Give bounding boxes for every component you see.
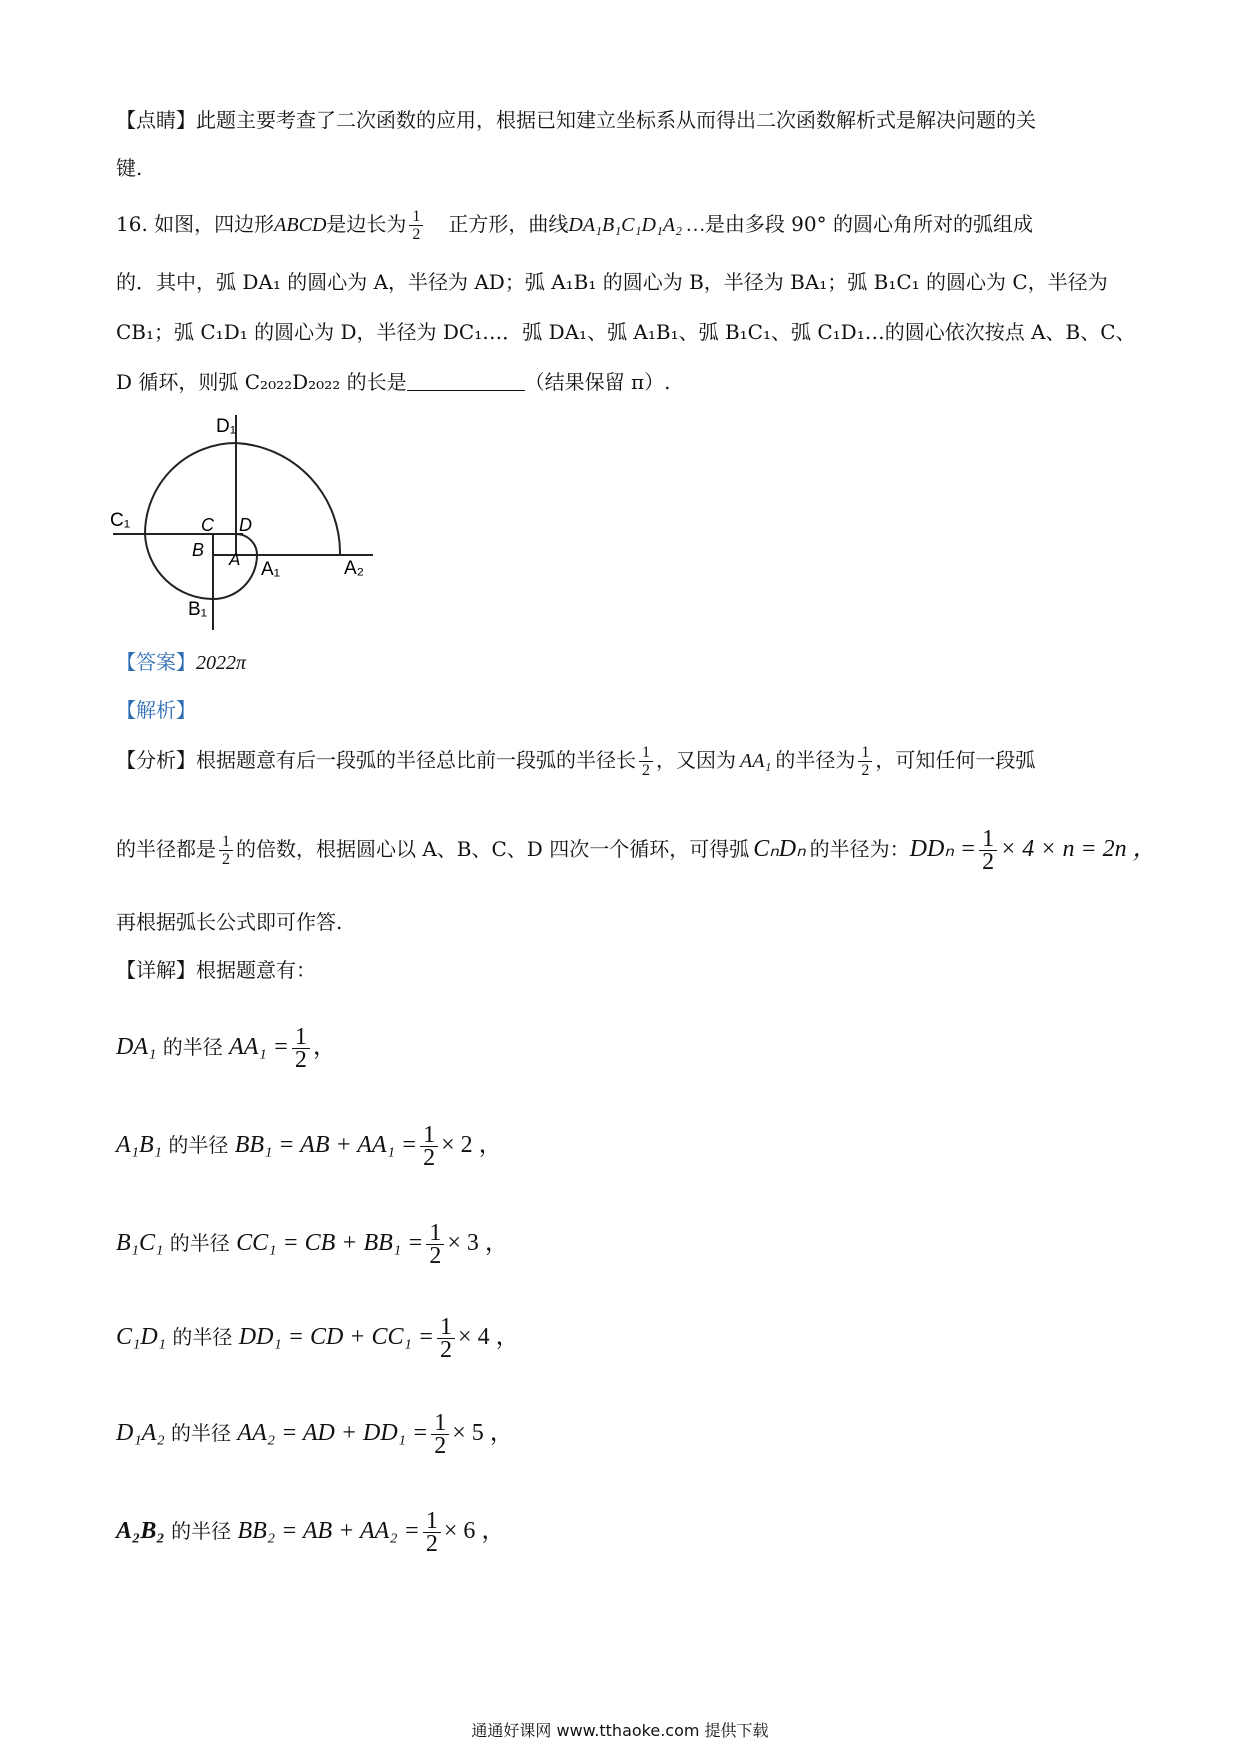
step-rhs: × 3 ， bbox=[447, 1230, 509, 1256]
step-rhs: × 6 ， bbox=[443, 1518, 506, 1544]
step-lhs: AA₁ = bbox=[229, 1034, 289, 1060]
step-lhs: CC₁ = CB + BB₁ = bbox=[236, 1230, 424, 1256]
label-A1: A₁ bbox=[261, 559, 281, 580]
fraction-half: $\frac{1}{2}$ bbox=[437, 1316, 455, 1361]
answer-blank bbox=[407, 372, 525, 391]
jiexi-line bbox=[116, 696, 196, 724]
xiangjie-line bbox=[116, 956, 316, 984]
fraction-half: $\frac{1}{2}$ bbox=[423, 1510, 441, 1555]
label-A: A bbox=[229, 550, 241, 569]
step-rhs: × 2 ， bbox=[441, 1132, 503, 1158]
step-text: 的半径 bbox=[166, 1325, 239, 1349]
step-rhs: × 4 ， bbox=[458, 1324, 520, 1350]
fraction-half: $\frac{1}{2}$ bbox=[409, 208, 423, 243]
step-line-5 bbox=[116, 1412, 514, 1457]
square-name: ABCD bbox=[274, 214, 327, 236]
dianjing-line-2 bbox=[116, 154, 142, 182]
step-rhs: ， bbox=[312, 1034, 337, 1060]
step-text: 的半径 bbox=[164, 1421, 238, 1445]
question-line-4 bbox=[116, 368, 670, 396]
label-C: C bbox=[201, 515, 214, 535]
fraction-half: $\frac{1}{2}$ bbox=[639, 744, 653, 779]
fraction-half: $\frac{1}{2}$ bbox=[426, 1222, 444, 1267]
fenxi-text: 的半径为： bbox=[809, 837, 910, 861]
step-line-4 bbox=[116, 1316, 520, 1361]
label-C1: C₁ bbox=[110, 510, 131, 531]
fenxi-line-2 bbox=[116, 828, 1157, 873]
step-text: 的半径 bbox=[163, 1231, 237, 1255]
answer-tag: 【答案】 bbox=[116, 650, 196, 674]
question-text: CB₁；弧 C₁D₁ 的圆心为 D，半径为 DC₁…．弧 DA₁、弧 A₁B₁、弧 B₁C₁、弧 C₁D₁…的圆心依次按点 A、B、C、 bbox=[116, 320, 1136, 344]
fenxi-text: 根据题意有后一段弧的半径总比前一段弧的半径长 bbox=[196, 748, 636, 772]
step-line-6 bbox=[116, 1510, 505, 1555]
question-line-3 bbox=[116, 318, 1136, 346]
arc-D1A2 bbox=[236, 443, 340, 555]
label-D1: D₁ bbox=[216, 416, 237, 437]
question-text: 的．其中，弧 DA₁ 的圆心为 A，半径为 AD；弧 A₁B₁ 的圆心为 B，半径为 BA₁；弧 B₁C₁ 的圆心为 C，半径为 bbox=[116, 270, 1108, 294]
fenxi-math: AA₁ bbox=[740, 750, 772, 772]
fenxi-text: 的倍数，根据圆心以 A、B、C、D 四次一个循环，可得弧 bbox=[236, 837, 750, 861]
fenxi-math: × 4 × n = 2n ， bbox=[1000, 836, 1157, 862]
step-text: 的半径 bbox=[164, 1519, 238, 1543]
xiangjie-tag: 【详解】 bbox=[116, 958, 196, 982]
step-text: 的半径 bbox=[162, 1133, 235, 1157]
step-arc: A₂B₂ bbox=[116, 1518, 165, 1544]
question-line-2 bbox=[116, 268, 1108, 296]
question-line-1 bbox=[116, 208, 1033, 243]
fenxi-text: 的半径都是 bbox=[116, 837, 216, 861]
fraction-half: $\frac{1}{2}$ bbox=[292, 1026, 310, 1071]
step-text: 的半径 bbox=[156, 1035, 230, 1059]
label-B: B bbox=[192, 540, 205, 560]
fenxi-line-1 bbox=[116, 744, 1035, 779]
fenxi-line-3 bbox=[116, 908, 342, 936]
dianjing-text-2: 键. bbox=[116, 156, 143, 180]
fenxi-text: 再根据弧长公式即可作答. bbox=[116, 910, 343, 934]
fraction-half: $\frac{1}{2}$ bbox=[858, 744, 872, 779]
step-arc: DA₁ bbox=[116, 1034, 157, 1060]
step-rhs: × 5 ， bbox=[452, 1420, 514, 1446]
step-arc: B₁C₁ bbox=[116, 1230, 164, 1256]
fraction-half: $\frac{1}{2}$ bbox=[420, 1124, 438, 1169]
question-text: （结果保留 π）. bbox=[524, 370, 671, 394]
label-A2: A₂ bbox=[344, 558, 365, 579]
step-lhs: DD₁ = CD + CC₁ = bbox=[238, 1324, 435, 1350]
step-lhs: BB₂ = AB + AA₂ = bbox=[237, 1518, 420, 1544]
fraction-half: $\frac{1}{2}$ bbox=[979, 828, 997, 873]
question-text: 是由多段 90° 的圆心角所对的弧组成 bbox=[704, 212, 1033, 236]
fenxi-math: DDₙ = bbox=[909, 836, 977, 862]
step-arc: D₁A₂ bbox=[116, 1420, 165, 1446]
arc-B1C1-C1D1 bbox=[145, 443, 236, 599]
question-number: 16. bbox=[116, 212, 148, 236]
dianjing-line-1 bbox=[116, 106, 1036, 134]
question-text: D 循环，则弧 C₂₀₂₂D₂₀₂₂ 的长是 bbox=[116, 370, 407, 394]
fenxi-text: ，可知任何一段弧 bbox=[875, 748, 1036, 772]
question-text: 如图，四边形 bbox=[154, 212, 275, 236]
step-line-2 bbox=[116, 1124, 503, 1169]
fenxi-math: CₙDₙ bbox=[753, 836, 806, 862]
label-D: D bbox=[239, 515, 252, 535]
dianjing-text: 此题主要考查了二次函数的应用，根据已知建立坐标系从而得出二次函数解析式是解决问题的关 bbox=[196, 108, 1036, 132]
spiral-figure bbox=[108, 410, 378, 630]
label-B1: B₁ bbox=[188, 599, 208, 620]
fenxi-text: ，又因为 bbox=[656, 748, 736, 772]
step-arc: A₁B₁ bbox=[116, 1132, 163, 1158]
fraction-half: $\frac{1}{2}$ bbox=[219, 833, 233, 868]
question-text: 是边长为 bbox=[326, 212, 407, 236]
dianjing-tag: 【点睛】 bbox=[116, 108, 196, 132]
step-arc: C₁D₁ bbox=[116, 1324, 167, 1350]
xiangjie-intro: 根据题意有： bbox=[196, 958, 316, 982]
footer-text: 通通好课网 www.tthaoke.com 提供下载 bbox=[471, 1721, 769, 1740]
question-text: 正方形，曲线 bbox=[448, 212, 569, 236]
curve-name: DA₁B₁C₁D₁A₂ … bbox=[568, 214, 705, 236]
fenxi-tag: 【分析】 bbox=[116, 748, 196, 772]
fenxi-text: 的半径为 bbox=[775, 748, 856, 772]
answer-line bbox=[116, 648, 246, 677]
step-lhs: AA₂ = AD + DD₁ = bbox=[237, 1420, 429, 1446]
answer-value: 2022π bbox=[196, 652, 247, 674]
step-lhs: BB₁ = AB + AA₁ = bbox=[234, 1132, 418, 1158]
step-line-3 bbox=[116, 1222, 509, 1267]
step-line-1 bbox=[116, 1026, 337, 1071]
fraction-half: $\frac{1}{2}$ bbox=[431, 1412, 449, 1457]
jiexi-tag: 【解析】 bbox=[116, 698, 196, 722]
